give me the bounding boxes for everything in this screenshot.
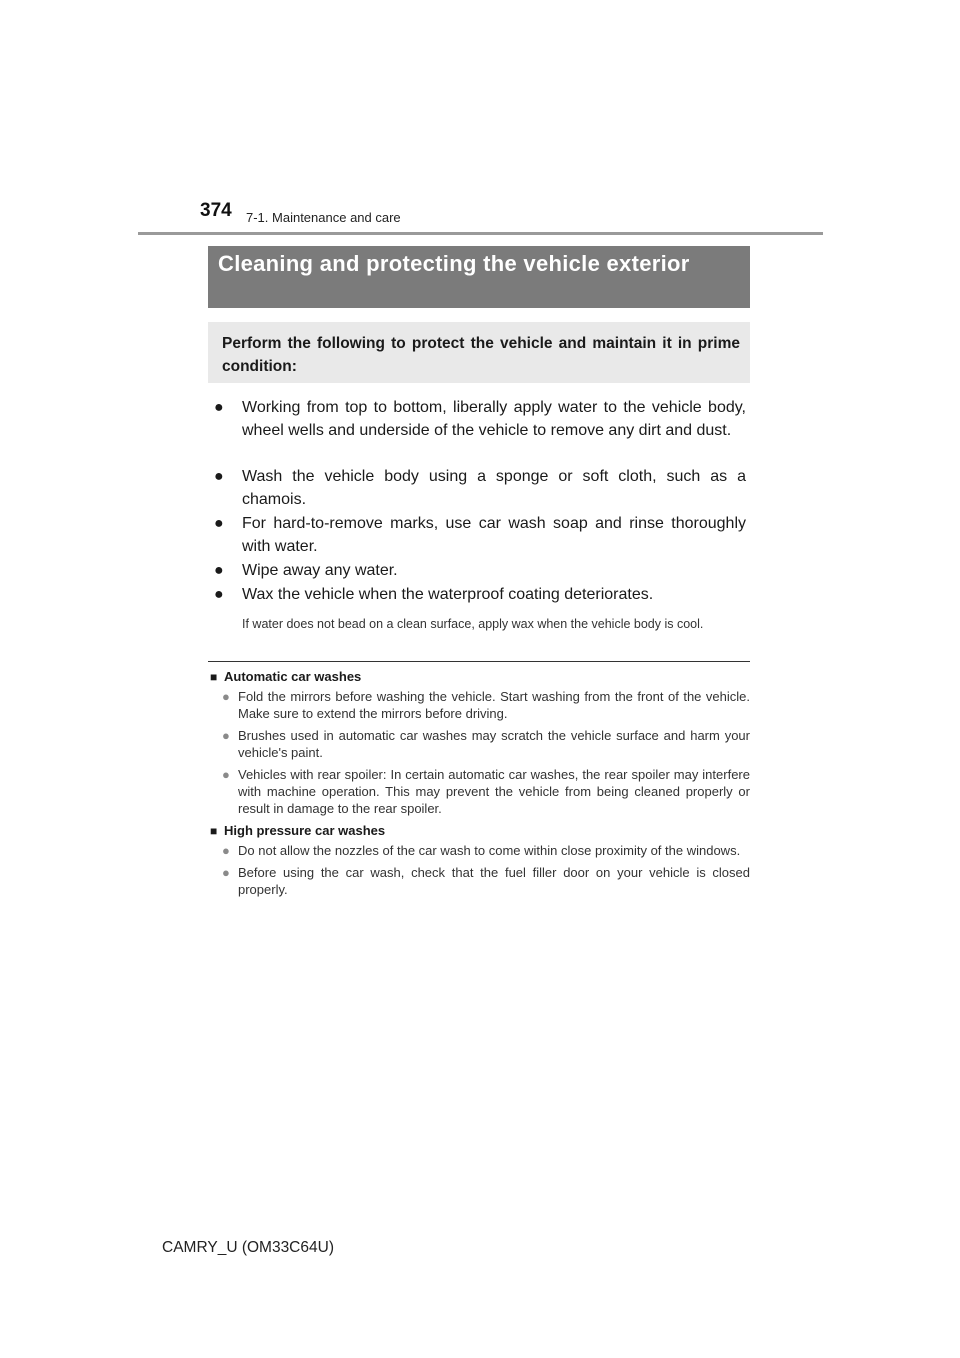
page-number: 374 (200, 200, 232, 221)
bullet-icon: ● (214, 586, 224, 603)
notes-section (210, 668, 750, 903)
list-item (212, 465, 746, 512)
bullet-icon: ● (222, 767, 230, 782)
note-text: Do not allow the nozzles of the car wash to come within close proximity of the windows. (238, 843, 741, 858)
title-banner (208, 246, 750, 308)
step-note: If water does not bead on a clean surface, apply wax when the vehicle body is cool. (242, 617, 704, 631)
footer-model-code: CAMRY_U (OM33C64U) (162, 1239, 334, 1256)
bullet-icon: ● (214, 562, 224, 579)
procedure-steps (212, 396, 746, 633)
list-item (212, 512, 746, 559)
section-breadcrumb: 7-1. Maintenance and care (246, 210, 401, 225)
section-heading-text: Automatic car washes (224, 669, 362, 684)
page-title: Cleaning and protecting the vehicle exterior (218, 251, 690, 276)
notes-divider (208, 661, 750, 662)
bullet-icon: ● (214, 515, 224, 532)
header-divider (138, 232, 823, 235)
bullet-icon: ● (222, 728, 230, 743)
list-item (212, 583, 746, 607)
list-item (210, 842, 750, 859)
list-item (210, 766, 750, 817)
list-item (210, 864, 750, 898)
list-item (212, 396, 746, 465)
list-item (212, 559, 746, 583)
note-text: Brushes used in automatic car washes may scratch the vehicle surface and harm your vehicle's paint. (238, 728, 750, 760)
intro-text: Perform the following to protect the vehicle and maintain it in prime condition: (222, 335, 740, 375)
note-text: Fold the mirrors before washing the vehicle. Start washing from the front of the vehicle. Make sure to extend the mirrors before driving. (238, 689, 750, 721)
note-text: Vehicles with rear spoiler: In certain automatic car washes, the rear spoiler may interfere with machine operation. This may prevent the vehicle from being cleaned properly or result in damage to the rear spoiler. (238, 767, 750, 816)
intro-box (208, 322, 750, 383)
section-heading-text: High pressure car washes (224, 823, 386, 838)
step-text: Wipe away any water. (242, 562, 398, 579)
step-text: Working from top to bottom, liberally apply water to the vehicle body, wheel wells and underside of the vehicle to remove any dirt and dust. (242, 399, 746, 439)
step-text: Wax the vehicle when the waterproof coating deteriorates. (242, 586, 654, 603)
bullet-icon: ● (222, 865, 230, 880)
square-bullet-icon: ■ (210, 670, 218, 684)
step-text: For hard-to-remove marks, use car wash soap and rinse thoroughly with water. (242, 515, 746, 555)
step-text: Wash the vehicle body using a sponge or soft cloth, such as a chamois. (242, 468, 746, 508)
section-heading (210, 668, 750, 686)
bullet-icon: ● (214, 399, 224, 416)
list-item (210, 688, 750, 722)
bullet-icon: ● (222, 843, 230, 858)
list-item (210, 727, 750, 761)
bullet-icon: ● (214, 468, 224, 485)
section-heading (210, 822, 750, 840)
bullet-icon: ● (222, 689, 230, 704)
note-text: Before using the car wash, check that the fuel filler door on your vehicle is closed properly. (238, 865, 750, 897)
square-bullet-icon: ■ (210, 824, 218, 838)
